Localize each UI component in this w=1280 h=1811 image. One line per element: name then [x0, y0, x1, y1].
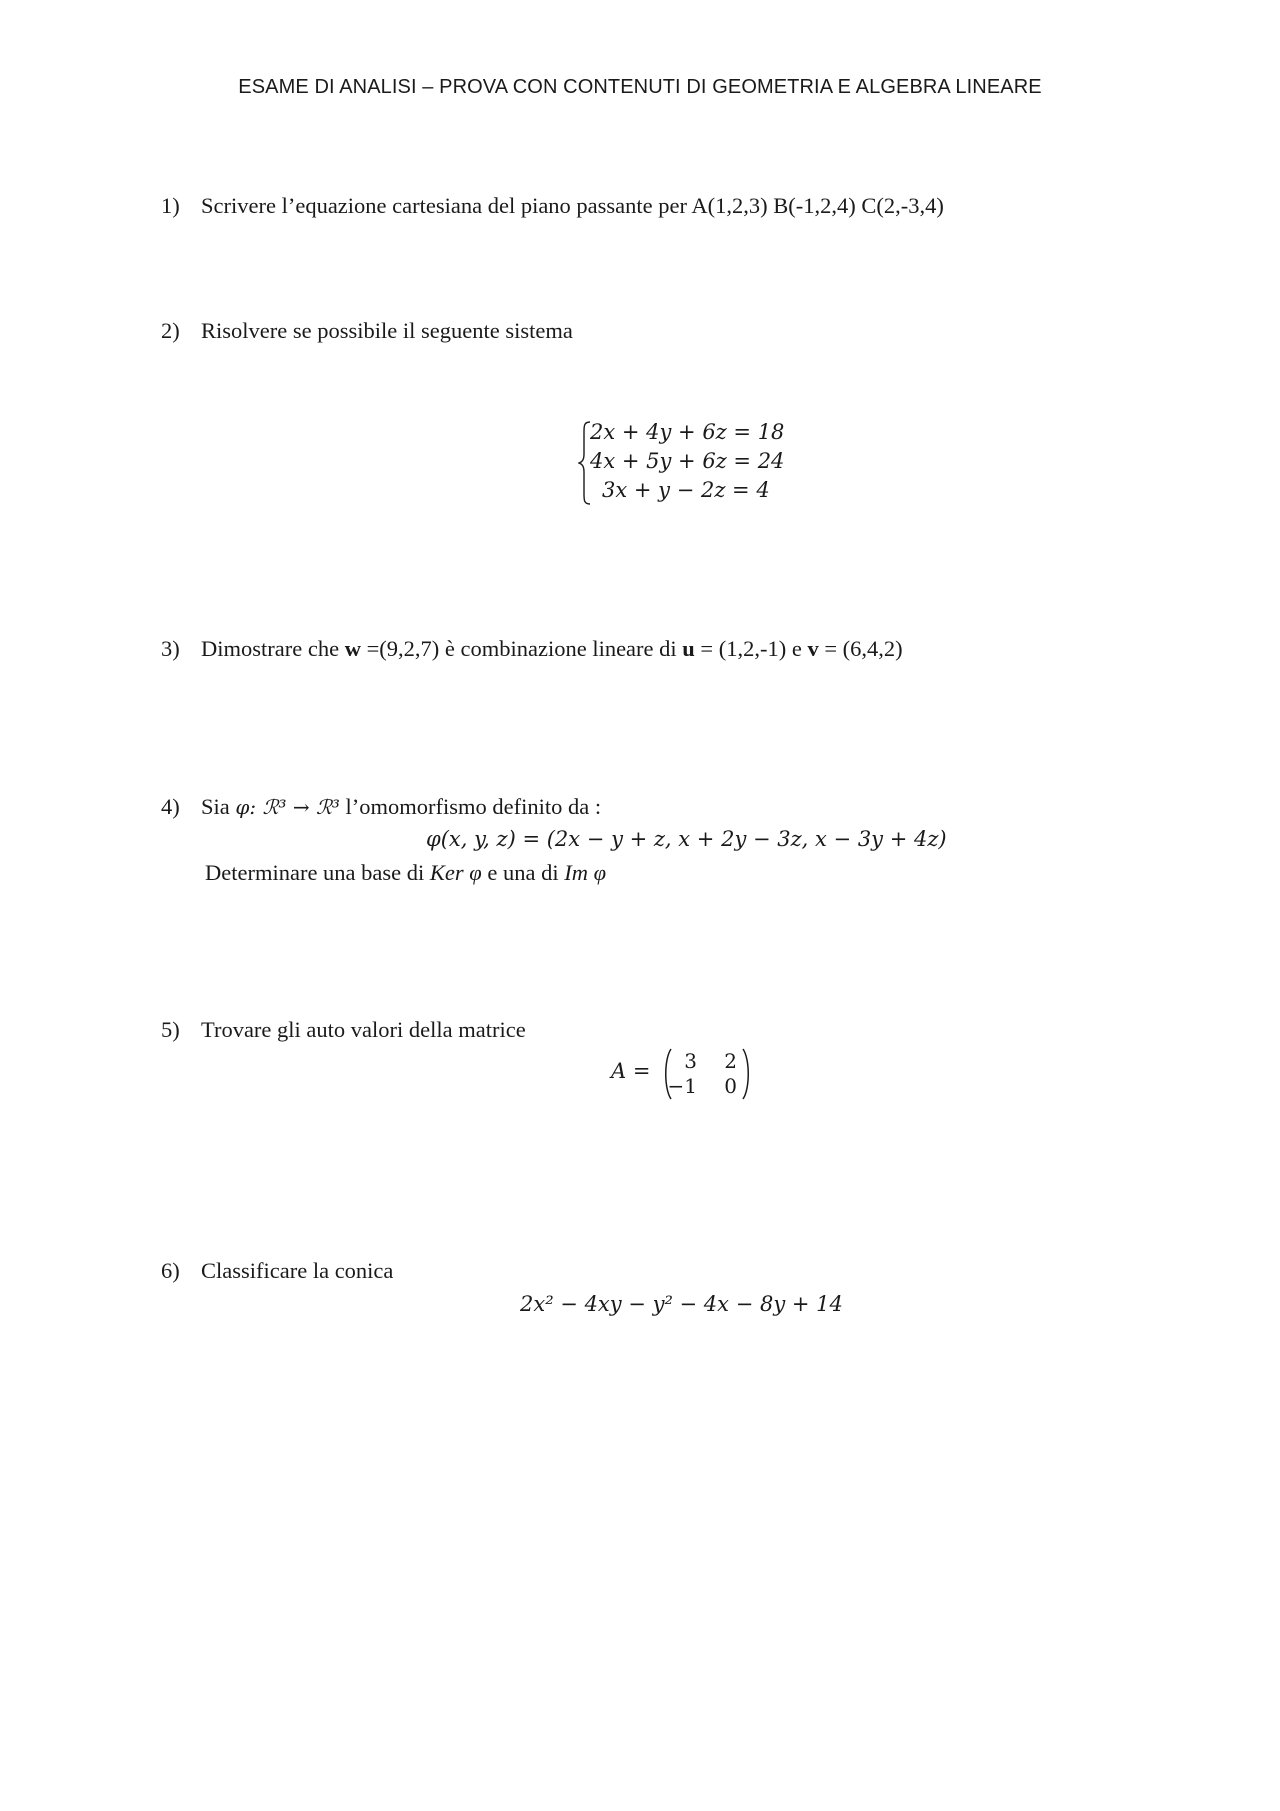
- question-text: Trovare gli auto valori della matrice: [201, 1017, 526, 1042]
- question-1: [161, 193, 944, 219]
- question-4: [161, 794, 601, 820]
- matrix-cell-2-1: −1: [667, 1074, 697, 1098]
- question-3: [161, 636, 903, 662]
- equation-system: [578, 420, 808, 506]
- matrix-cell-1-1: 3: [684, 1049, 697, 1073]
- question-number: 5): [161, 1017, 180, 1042]
- matrix-a: [611, 1047, 761, 1101]
- homomorphism-formula: φ(x, y, z) = (2x − y + z, x + 2y − 3z, x − 3y + 4z): [426, 827, 947, 851]
- matrix-label: A =: [611, 1059, 651, 1083]
- question-number: 6): [161, 1258, 180, 1283]
- map-definition: φ: ℛ³ → ℛ³: [235, 795, 340, 819]
- question-text-a: Sia: [201, 794, 236, 819]
- question-text: Classificare la conica: [201, 1258, 394, 1283]
- question-4-line-2: [205, 860, 606, 886]
- vector-v: v: [807, 636, 819, 661]
- equation-row-1: 2x + 4y + 6z = 18: [590, 420, 785, 444]
- question-text: Scrivere l’equazione cartesiana del piano passante per A(1,2,3) B(-1,2,4) C(2,-3,4): [201, 193, 944, 218]
- question-text-d: = (6,4,2): [818, 636, 903, 661]
- matrix-cell-1-2: 2: [724, 1049, 737, 1073]
- equation-row-2: 4x + 5y + 6z = 24: [590, 449, 785, 473]
- question-2: [161, 318, 573, 344]
- question-text-c: Determinare una base di: [205, 860, 430, 885]
- question-number: 4): [161, 794, 180, 819]
- question-text-a: Dimostrare che: [201, 636, 345, 661]
- question-text-b: =(9,2,7) è combinazione lineare di: [360, 636, 683, 661]
- kernel-symbol: Ker φ: [429, 860, 482, 885]
- right-paren-icon: [741, 1047, 753, 1101]
- question-6: [161, 1258, 393, 1284]
- page-title: ESAME DI ANALISI – PROVA CON CONTENUTI DI GEOMETRIA E ALGEBRA LINEARE: [238, 76, 1042, 98]
- question-5: [161, 1017, 526, 1043]
- question-number: 3): [161, 636, 180, 661]
- conic-formula: 2x² − 4xy − y² − 4x − 8y + 14: [520, 1292, 843, 1316]
- vector-u: u: [682, 636, 695, 661]
- image-symbol: Im φ: [564, 860, 607, 885]
- question-text-d: e una di: [481, 860, 565, 885]
- question-number: 1): [161, 193, 180, 218]
- vector-w: w: [344, 636, 361, 661]
- question-text-c: = (1,2,-1) e: [694, 636, 808, 661]
- matrix-cell-2-2: 0: [724, 1074, 737, 1098]
- question-text-b: l’omomorfismo definito da :: [339, 794, 602, 819]
- question-number: 2): [161, 318, 180, 343]
- equation-row-3: 3x + y − 2z = 4: [602, 478, 770, 502]
- question-text: Risolvere se possibile il seguente sistema: [201, 318, 573, 343]
